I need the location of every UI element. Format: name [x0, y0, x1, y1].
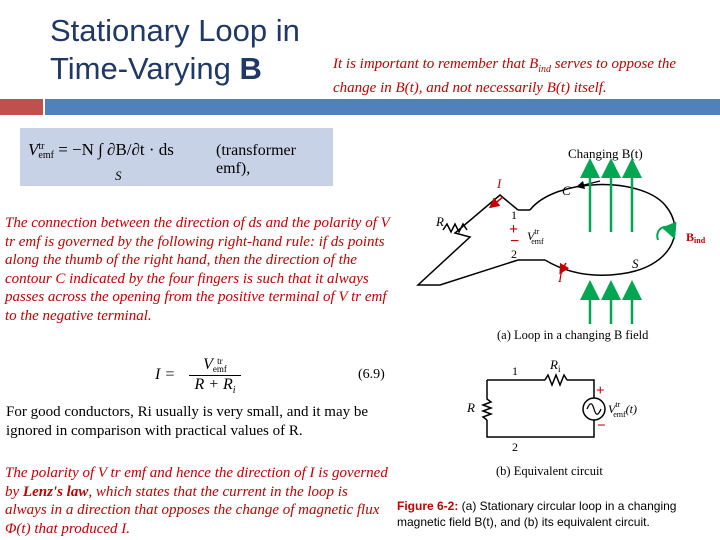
title-line-2-text: Time-Varying: [50, 51, 240, 86]
source-v-label: [608, 400, 637, 419]
title-line-2-bold: B: [239, 51, 262, 86]
para3-before: The polarity of V tr emf and hence the direction of I is governed by: [5, 465, 388, 500]
caption-a: (a) Loop in a changing B field: [497, 328, 649, 342]
lenz-law-term: Lenz's law: [22, 483, 89, 500]
figure-caption-text: (a) Stationary circular loop in a changing magnetic field B(t), and (b) its equivalent circuit.: [397, 499, 677, 529]
eq69-num: V: [203, 356, 213, 373]
right-hand-rule-paragraph: The connection between the direction of ds and the polarity of V tr emf is governed by the following right-hand rule: if ds points along the thumb of the right hand, then the direction of the contour C indicated by the four fingers is such that it always passes across the opening from the positive terminal of V tr emf to the negative terminal.: [5, 215, 390, 324]
wire-frame: [418, 195, 518, 285]
contour-c-label: C: [562, 183, 571, 198]
eq69-num-sub: emf: [212, 364, 227, 375]
current-label-bottom: I: [558, 270, 563, 285]
v-emf-sub: emf: [531, 237, 544, 246]
plus-sign: +: [509, 221, 519, 238]
b-field-arrows: [590, 168, 632, 324]
circuit-r-label: R: [467, 400, 475, 415]
eq69-num-sup: tr: [217, 356, 223, 367]
caption-b: (b) Equivalent circuit: [496, 464, 603, 478]
formula-lhs-sup: tr: [38, 141, 45, 153]
terminal-1-label: 1: [511, 208, 517, 222]
resistor-r-label: R: [436, 214, 444, 229]
loop-contour: [530, 185, 675, 276]
formula-rhs: = −N ∫ ∂B/∂t · ds: [58, 140, 174, 159]
circuit-wire-bottom: [487, 420, 594, 437]
eq69-den: R + R: [194, 376, 233, 393]
figure-caption-label: Figure 6-2:: [397, 499, 459, 513]
circuit-wire-top-right: [567, 380, 594, 398]
eq69-den-sub: i: [232, 385, 236, 397]
resistor-r-symbol: [443, 224, 467, 232]
current-arrow-top: [493, 197, 503, 205]
b-ind-label: [686, 230, 706, 245]
formula-lhs-sub: emf: [38, 150, 54, 162]
source-plus: +: [596, 383, 605, 399]
equivalent-circuit: [466, 357, 637, 454]
formula-lhs: V: [28, 140, 39, 159]
b-ind-sub: ind: [694, 236, 706, 245]
b-ind-b: B: [686, 230, 695, 244]
source-v-sub: emf: [613, 410, 626, 419]
v-emf-sup: tr: [534, 227, 540, 236]
ri-r: R: [550, 357, 558, 372]
source-v-t: (t): [625, 402, 637, 416]
eq69-lhs: I =: [155, 366, 176, 383]
changing-b-label: Changing B(t): [568, 146, 643, 161]
source-v-sup: tr: [615, 400, 621, 409]
good-conductors-paragraph: For good conductors, Ri usually is very small, and it may be ignored in comparison with practical values of R.: [6, 404, 369, 439]
r-resistor-symbol: [483, 380, 491, 420]
circuit-node-2: 2: [512, 440, 518, 454]
note-text-1: It is important to remember that B: [333, 56, 539, 72]
current-label-top: I: [497, 176, 502, 191]
minus-sign: −: [510, 233, 520, 250]
circuit-node-1: 1: [512, 364, 518, 378]
equation-number: (6.9): [358, 367, 385, 382]
b-ind-swirl-icon: [657, 227, 672, 240]
note-text-2: serves to oppose the change in B(t), and not necessarily B(t) itself.: [333, 56, 677, 96]
formula-label: (transformer emf),: [216, 142, 296, 177]
terminal-2-label: 2: [511, 247, 517, 261]
surface-s-label: S: [632, 256, 639, 271]
source-minus: −: [597, 418, 606, 434]
source-v: V: [608, 402, 616, 416]
title-line-1: Stationary Loop in: [50, 13, 300, 48]
note-sub: ind: [538, 64, 552, 75]
v-emf-v: V: [527, 229, 535, 243]
para3-after: , which states that the current in the loop is always in a direction that opposes the change of magnetic flux Φ(t) that produced I.: [5, 483, 380, 537]
ri-sub: i: [557, 364, 561, 374]
formula-domain: S: [115, 168, 122, 183]
ri-label: [549, 357, 561, 374]
v-emf-label: [527, 227, 544, 246]
ri-resistor-symbol: [545, 375, 567, 385]
